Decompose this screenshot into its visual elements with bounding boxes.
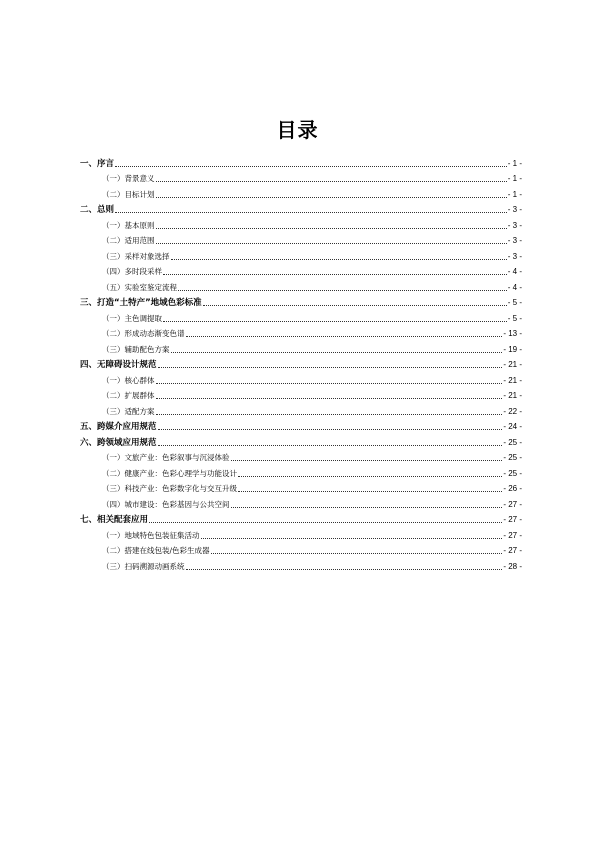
toc-section-entry[interactable] — [80, 370, 522, 386]
toc-section-entry[interactable] — [80, 541, 522, 557]
toc-entry-title: 三、打造“土特产”地域色彩标准 — [80, 298, 202, 308]
toc-page-number: - 4 - — [507, 282, 522, 292]
toc-dot-leader — [211, 553, 503, 554]
toc-page-number: - 27 - — [503, 530, 522, 540]
toc-chapter-entry[interactable] — [80, 200, 522, 216]
toc-dot-leader — [238, 476, 502, 477]
page-title: 目录 — [276, 118, 319, 142]
toc-section-entry[interactable] — [80, 184, 522, 200]
toc-page-number: - 1 - — [507, 189, 522, 199]
toc-section-entry[interactable] — [80, 246, 522, 262]
toc-dot-leader — [115, 212, 507, 213]
toc-page-number: - 26 - — [503, 484, 522, 493]
toc-dot-leader — [171, 259, 507, 260]
toc-page-number: - 24 - — [503, 422, 522, 431]
toc-page-number: - 21 - — [503, 391, 522, 400]
toc-dot-leader — [158, 445, 503, 446]
toc-page-number: - 27 - — [503, 499, 522, 509]
toc-dot-leader — [186, 569, 503, 570]
toc-page-number: - 1 - — [507, 158, 522, 168]
toc-section-entry[interactable] — [80, 339, 522, 355]
toc-entry-title: （一）主色调提取 — [102, 313, 162, 323]
toc-dot-leader — [156, 228, 507, 229]
toc-entry-title: （一）文旅产业：色彩叙事与沉浸体验 — [102, 453, 230, 462]
toc-entry-title: （三）科技产业：色彩数字化与交互升级 — [102, 484, 237, 493]
toc-page-number: - 3 - — [507, 236, 522, 245]
toc-entry-title: （五）实验室鉴定流程 — [102, 282, 177, 292]
toc-entry-title: 二、总则 — [80, 205, 115, 215]
toc-entry-title: （二）适用范围 — [102, 236, 155, 245]
toc-dot-leader — [156, 181, 507, 182]
toc-page-number: - 22 - — [503, 406, 522, 416]
toc-chapter-entry[interactable] — [80, 432, 522, 448]
toc-page-number: - 25 - — [503, 468, 522, 478]
table-of-contents — [80, 153, 522, 572]
toc-dot-leader — [156, 197, 507, 198]
toc-section-entry[interactable] — [80, 401, 522, 417]
toc-page-number: - 1 - — [507, 174, 522, 183]
toc-page-number: - 27 - — [503, 546, 522, 555]
toc-entry-title: （二）搭建在线包装/色彩生成器 — [102, 546, 210, 555]
toc-chapter-entry[interactable] — [80, 355, 522, 371]
toc-entry-title: （二）健康产业：色彩心理学与功能设计 — [102, 468, 237, 478]
toc-chapter-entry[interactable] — [80, 417, 522, 433]
toc-entry-title: （二）目标计划 — [102, 189, 155, 199]
toc-dot-leader — [158, 429, 503, 430]
toc-page-number: - 3 - — [507, 205, 522, 214]
toc-page-number: - 3 - — [507, 251, 522, 261]
toc-page-number: - 27 - — [503, 515, 522, 524]
toc-dot-leader — [203, 305, 507, 306]
toc-page-number: - 21 - — [503, 375, 522, 385]
toc-chapter-entry[interactable] — [80, 510, 522, 526]
toc-entry-title: （四）多时段采样 — [102, 267, 162, 276]
toc-section-entry[interactable] — [80, 308, 522, 324]
toc-section-entry[interactable] — [80, 169, 522, 185]
toc-page-number: - 3 - — [507, 220, 522, 230]
toc-entry-title: （一）背景意义 — [102, 174, 155, 183]
toc-dot-leader — [238, 491, 502, 492]
toc-page-number: - 13 - — [503, 329, 522, 338]
toc-section-entry[interactable] — [80, 324, 522, 340]
toc-section-entry[interactable] — [80, 231, 522, 247]
toc-page-number: - 19 - — [503, 344, 522, 354]
toc-dot-leader — [171, 352, 503, 353]
toc-dot-leader — [149, 522, 502, 523]
toc-section-entry[interactable] — [80, 556, 522, 572]
toc-section-entry[interactable] — [80, 215, 522, 231]
toc-entry-title: （一）地域特色包装征集活动 — [102, 530, 200, 540]
toc-dot-leader — [156, 398, 503, 399]
toc-entry-title: （二）形成动态渐变色谱 — [102, 329, 185, 338]
toc-entry-title: （三）采样对象选择 — [102, 251, 170, 261]
toc-dot-leader — [163, 321, 507, 322]
toc-dot-leader — [156, 414, 503, 415]
toc-page-number: - 21 - — [503, 360, 522, 369]
toc-chapter-entry[interactable] — [80, 293, 522, 309]
toc-entry-title: （四）城市建设：色彩基因与公共空间 — [102, 499, 230, 509]
toc-section-entry[interactable] — [80, 525, 522, 541]
toc-section-entry[interactable] — [80, 448, 522, 464]
toc-section-entry[interactable] — [80, 494, 522, 510]
toc-dot-leader — [115, 166, 507, 167]
toc-entry-title: （二）扩展群体 — [102, 391, 155, 400]
toc-dot-leader — [178, 290, 507, 291]
toc-section-entry[interactable] — [80, 262, 522, 278]
toc-entry-title: 一、序言 — [80, 158, 115, 169]
toc-dot-leader — [231, 460, 503, 461]
toc-dot-leader — [156, 243, 507, 244]
toc-section-entry[interactable] — [80, 479, 522, 495]
toc-page-number: - 25 - — [503, 437, 522, 447]
toc-page-number: - 25 - — [503, 453, 522, 462]
toc-dot-leader — [158, 367, 503, 368]
toc-page-number: - 5 - — [507, 298, 522, 307]
toc-entry-title: 四、无障碍设计规范 — [80, 360, 157, 370]
toc-entry-title: （一）基本原则 — [102, 220, 155, 230]
toc-entry-title: （一）核心群体 — [102, 375, 155, 385]
toc-entry-title: （三）扫码溯源动画系统 — [102, 561, 185, 571]
toc-dot-leader — [231, 507, 503, 508]
toc-page-number: - 28 - — [503, 561, 522, 571]
toc-page-number: - 4 - — [507, 267, 522, 276]
toc-entry-title: （三）适配方案 — [102, 406, 155, 416]
toc-dot-leader — [201, 538, 503, 539]
toc-entry-title: 六、跨领域应用规范 — [80, 437, 157, 448]
toc-section-entry[interactable] — [80, 386, 522, 402]
toc-dot-leader — [186, 336, 503, 337]
toc-dot-leader — [156, 383, 503, 384]
toc-section-entry[interactable] — [80, 463, 522, 479]
toc-entry-title: 七、相关配套应用 — [80, 515, 149, 525]
toc-entry-title: 五、跨媒介应用规范 — [80, 422, 157, 432]
toc-page-number: - 5 - — [507, 313, 522, 323]
toc-dot-leader — [163, 274, 507, 275]
toc-chapter-entry[interactable] — [80, 153, 522, 169]
toc-section-entry[interactable] — [80, 277, 522, 293]
toc-entry-title: （三）辅助配色方案 — [102, 344, 170, 354]
